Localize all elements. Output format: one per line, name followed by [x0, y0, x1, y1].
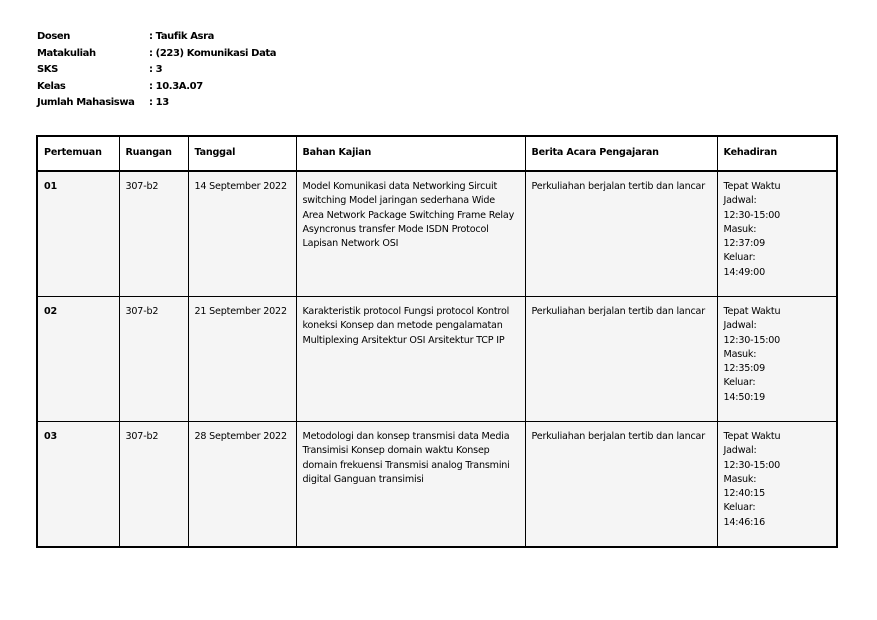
attendance-in-value: 12:37:09	[723, 238, 765, 250]
header-bahan-kajian: Bahan Kajian	[296, 136, 525, 171]
info-value: : (223) Komunikasi Data	[149, 47, 277, 59]
cell-pertemuan: 02	[37, 297, 119, 422]
info-row-sks	[37, 62, 276, 79]
attendance-in-value: 12:35:09	[723, 363, 765, 375]
attendance-status: Tepat Waktu	[723, 431, 781, 442]
attendance-table	[36, 135, 838, 548]
info-label: Dosen	[37, 31, 71, 42]
cell-berita-acara: Perkuliahan berjalan tertib dan lancar	[525, 171, 717, 297]
attendance-out-value: 14:49:00	[723, 266, 765, 278]
attendance-in-label: Masuk:	[723, 473, 757, 485]
cell-bahan-kajian: Karakteristik protocol Fungsi protocol Kontrol koneksi Konsep dan metode pengalamatan Multiplexing Arsitektur OSI Arsitektur TCP IP	[296, 297, 525, 422]
cell-tanggal: 14 September 2022	[188, 171, 296, 297]
attendance-schedule-value: 12:30-15:00	[723, 209, 781, 221]
header-berita-acara: Berita Acara Pengajaran	[525, 136, 717, 171]
cell-pertemuan: 01	[37, 171, 119, 297]
info-row-dosen	[37, 29, 276, 46]
attendance-in-label: Masuk:	[723, 223, 757, 235]
cell-berita-acara: Perkuliahan berjalan tertib dan lancar	[525, 297, 717, 422]
attendance-in-value: 12:40:15	[723, 488, 765, 500]
cell-ruangan: 307-b2	[119, 171, 188, 297]
cell-kehadiran	[717, 422, 837, 548]
attendance-out-value: 14:50:19	[723, 391, 765, 403]
attendance-schedule-label: Jadwal:	[723, 320, 757, 332]
attendance-schedule-label: Jadwal:	[723, 195, 757, 207]
cell-kehadiran	[717, 297, 837, 422]
attendance-out-label: Keluar:	[723, 502, 756, 514]
header-kehadiran: Kehadiran	[717, 136, 837, 171]
info-value: : 13	[149, 97, 169, 108]
attendance-schedule-value: 12:30-15:00	[723, 334, 781, 346]
course-info	[37, 29, 276, 112]
attendance-schedule-value: 12:30-15:00	[723, 459, 781, 471]
info-value: : 3	[149, 64, 163, 75]
cell-tanggal: 21 September 2022	[188, 297, 296, 422]
attendance-out-value: 14:46:16	[723, 516, 765, 528]
header-tanggal: Tanggal	[188, 136, 296, 171]
cell-ruangan: 307-b2	[119, 422, 188, 548]
cell-bahan-kajian: Model Komunikasi data Networking Sircuit switching Model jaringan sederhana Wide Area Network Package Switching Frame Relay Asyncronus transfer Mode ISDN Protocol Lapisan Network OSI	[296, 171, 525, 297]
info-row-matakuliah	[37, 46, 276, 63]
attendance-status: Tepat Waktu	[723, 181, 781, 192]
attendance-in-label: Masuk:	[723, 348, 757, 360]
info-label: Kelas	[37, 80, 66, 92]
info-label: Jumlah Mahasiswa	[37, 97, 135, 108]
cell-tanggal: 28 September 2022	[188, 422, 296, 548]
table-row	[37, 422, 837, 548]
cell-pertemuan: 03	[37, 422, 119, 548]
cell-kehadiran	[717, 171, 837, 297]
table-row	[37, 171, 837, 297]
attendance-out-label: Keluar:	[723, 377, 756, 389]
header-pertemuan: Pertemuan	[37, 136, 119, 171]
cell-ruangan: 307-b2	[119, 297, 188, 422]
attendance-schedule-label: Jadwal:	[723, 445, 757, 457]
table-row	[37, 297, 837, 422]
info-row-kelas	[37, 79, 276, 96]
info-label: SKS	[37, 64, 58, 75]
attendance-out-label: Keluar:	[723, 252, 756, 264]
attendance-status: Tepat Waktu	[723, 306, 781, 317]
cell-bahan-kajian: Metodologi dan konsep transmisi data Media Transimisi Konsep domain waktu Konsep domain frekuensi Transmisi analog Transmini digital Ganguan transimisi	[296, 422, 525, 548]
info-value: : Taufik Asra	[149, 31, 214, 42]
info-row-jumlah-mahasiswa	[37, 95, 276, 112]
info-label: Matakuliah	[37, 47, 96, 59]
header-ruangan: Ruangan	[119, 136, 188, 171]
table-header-row	[37, 136, 837, 171]
cell-berita-acara: Perkuliahan berjalan tertib dan lancar	[525, 422, 717, 548]
info-value: : 10.3A.07	[149, 80, 203, 92]
